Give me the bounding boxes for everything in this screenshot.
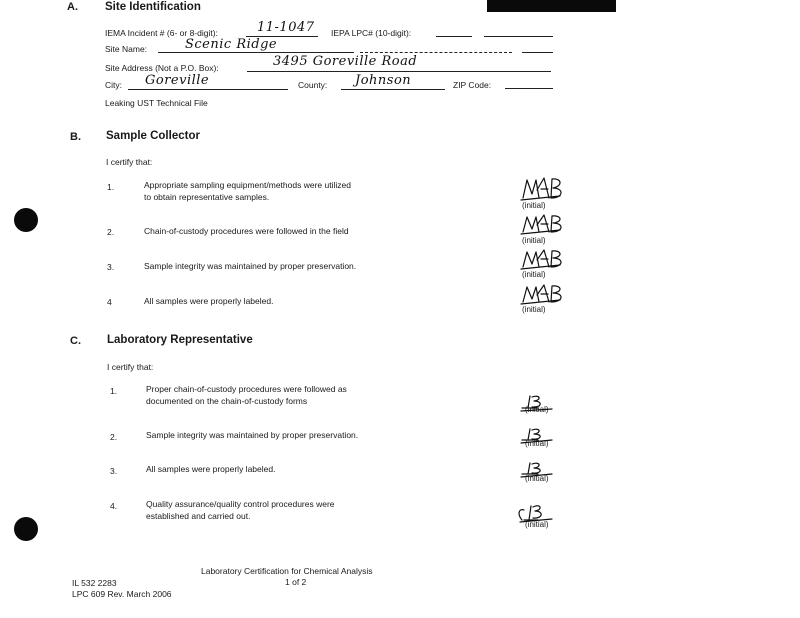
- b-item-2-number: 2.: [107, 227, 115, 237]
- site-name-field-line-ext: [360, 52, 512, 53]
- c-item-2-text-1: Sample integrity was maintained by proper preservation.: [146, 430, 359, 440]
- c-item-4-initial-label: (initial): [525, 520, 549, 529]
- section-a-letter: A.: [67, 1, 78, 13]
- footer-title: Laboratory Certification for Chemical Analysis: [201, 566, 373, 576]
- b-item-3-initial-signature: [520, 249, 564, 271]
- c-item-3-initial-label: (initial): [525, 474, 549, 483]
- b-item-4-number: 4: [107, 297, 112, 307]
- punch-hole-top: [14, 208, 38, 232]
- lpc-field-line-1[interactable]: [436, 36, 472, 37]
- scan-black-bar: [487, 0, 616, 12]
- site-name-value[interactable]: Scenic Ridge: [185, 37, 278, 52]
- site-name-field-line: [158, 52, 354, 53]
- site-name-label: Site Name:: [105, 44, 148, 54]
- b-item-2-text-1: Chain-of-custody procedures were followed in the field: [144, 226, 349, 236]
- b-item-4-initial-signature: [520, 284, 564, 306]
- section-c-title: Laboratory Representative: [107, 334, 253, 346]
- punch-hole-bottom: [14, 517, 38, 541]
- city-field-line: [128, 89, 288, 90]
- site-name-field-line-end: [522, 52, 553, 53]
- site-address-field-line: [247, 71, 551, 72]
- c-item-1-text-2: documented on the chain-of-custody forms: [146, 396, 308, 406]
- c-item-4-text-2: established and carried out.: [146, 511, 251, 521]
- b-item-4-text-1: All samples were properly labeled.: [144, 296, 274, 306]
- b-item-1-number: 1.: [107, 182, 115, 192]
- b-item-1-initial-signature: [520, 176, 564, 202]
- footer-page-number: 1 of 2: [285, 577, 307, 587]
- section-c-certify: I certify that:: [107, 362, 154, 372]
- county-value[interactable]: Johnson: [355, 73, 412, 88]
- section-b-certify: I certify that:: [106, 157, 153, 167]
- c-item-1-number: 1.: [110, 386, 118, 396]
- section-b-letter: B.: [70, 131, 81, 143]
- c-item-1-initial-label: (initial): [525, 405, 549, 414]
- site-address-label: Site Address (Not a P.O. Box):: [105, 63, 219, 73]
- c-item-3-initial-signature: [518, 459, 556, 479]
- c-item-1-text-1: Proper chain-of-custody procedures were followed as: [146, 384, 347, 394]
- city-label: City:: [105, 80, 122, 90]
- incident-label: IEMA Incident # (6- or 8-digit):: [105, 28, 218, 38]
- c-item-4-initial-signature: [516, 500, 556, 524]
- c-item-2-initial-signature: [518, 425, 556, 445]
- b-item-3-text-1: Sample integrity was maintained by proper preservation.: [144, 261, 357, 271]
- section-c-letter: C.: [70, 335, 81, 347]
- incident-value[interactable]: 11-1047: [257, 20, 315, 35]
- zip-field-line[interactable]: [505, 88, 553, 89]
- b-item-1-initial-label: (initial): [522, 201, 546, 210]
- file-label: Leaking UST Technical File: [105, 98, 208, 108]
- c-item-3-number: 3.: [110, 466, 118, 476]
- lpc-field-line-2[interactable]: [484, 36, 553, 37]
- site-address-value[interactable]: 3495 Goreville Road: [273, 54, 418, 69]
- lpc-label: IEPA LPC# (10-digit):: [331, 28, 412, 38]
- b-item-3-initial-label: (initial): [522, 270, 546, 279]
- c-item-1-initial-signature: [518, 391, 556, 413]
- c-item-4-number: 4.: [110, 501, 118, 511]
- footer-revision: LPC 609 Rev. March 2006: [72, 589, 172, 599]
- footer-form-id: IL 532 2283: [72, 578, 117, 588]
- b-item-3-number: 3.: [107, 262, 115, 272]
- b-item-2-initial-label: (initial): [522, 236, 546, 245]
- b-item-4-initial-label: (initial): [522, 305, 546, 314]
- c-item-2-number: 2.: [110, 432, 118, 442]
- b-item-1-text-2: to obtain representative samples.: [144, 192, 270, 202]
- city-value[interactable]: Goreville: [145, 73, 210, 88]
- county-label: County:: [298, 80, 328, 90]
- b-item-1-text-1: Appropriate sampling equipment/methods were utilized: [144, 180, 351, 190]
- section-a-title: Site Identification: [105, 1, 201, 13]
- c-item-4-text-1: Quality assurance/quality control procedures were: [146, 499, 335, 509]
- c-item-3-text-1: All samples were properly labeled.: [146, 464, 276, 474]
- c-item-2-initial-label: (initial): [525, 439, 549, 448]
- zip-label: ZIP Code:: [453, 80, 492, 90]
- b-item-2-initial-signature: [520, 214, 564, 236]
- county-field-line: [341, 89, 445, 90]
- section-b-title: Sample Collector: [106, 130, 200, 142]
